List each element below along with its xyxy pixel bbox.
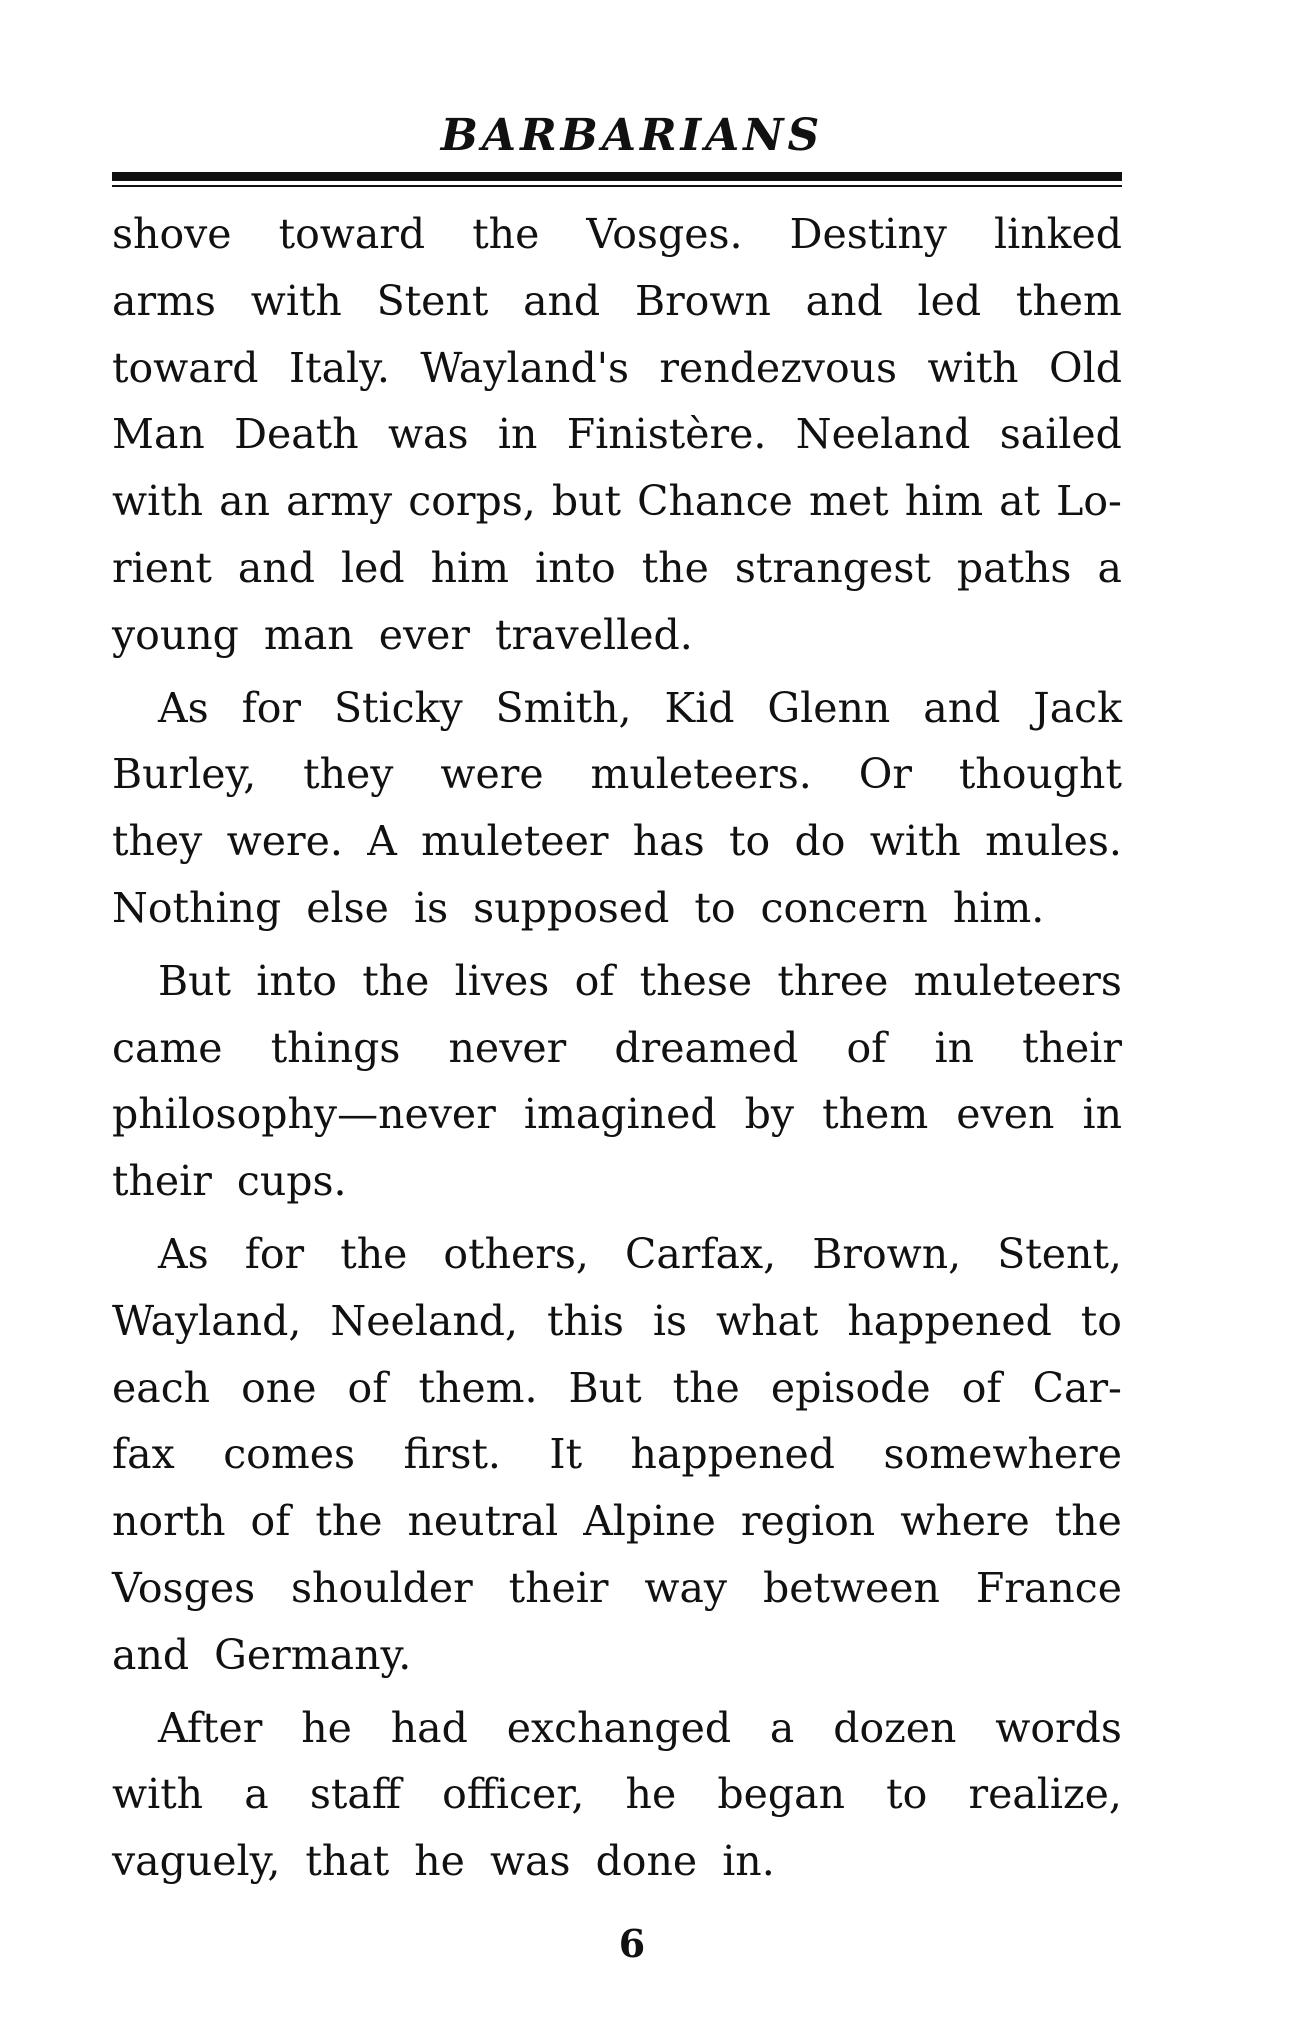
paragraph xyxy=(112,1221,1122,1689)
text-line: arms with Stent and Brown and led them xyxy=(112,276,1122,325)
text-line: Vosges shoulder their way between France xyxy=(112,1563,1122,1612)
text-line: Nothing else is supposed to concern him. xyxy=(112,883,1045,932)
text-line: vaguely, that he was done in. xyxy=(112,1837,775,1886)
text-line: north of the neutral Alpine region where the xyxy=(112,1497,1122,1546)
text-line: Burley, they were muleteers. Or thought xyxy=(112,750,1122,799)
paragraph xyxy=(112,675,1122,942)
running-head: BARBARIANS xyxy=(440,110,824,161)
text-line: and Germany. xyxy=(112,1630,412,1679)
text-line: they were. A muleteer has to do with mules. xyxy=(112,817,1122,866)
text-line: their cups. xyxy=(112,1157,347,1206)
text-line: fax comes first. It happened somewhere xyxy=(112,1430,1122,1479)
text-line: But into the lives of these three muleteers xyxy=(158,956,1122,1005)
text-line: After he had exchanged a dozen words xyxy=(158,1703,1122,1752)
text-line: shove toward the Vosges. Destiny linked xyxy=(112,210,1122,258)
body-text xyxy=(112,201,1122,1895)
book-page xyxy=(112,110,1122,1990)
text-line: each one of them. But the episode of Car- xyxy=(112,1363,1122,1412)
header-rule-thin xyxy=(112,185,1122,187)
text-line: rient and led him into the strangest paths a xyxy=(112,543,1122,592)
text-line: young man ever travelled. xyxy=(112,610,693,659)
text-line: Man Death was in Finistère. Neeland sailed xyxy=(112,410,1122,459)
paragraph xyxy=(112,1695,1122,1895)
text-line: As for the others, Carfax, Brown, Stent, xyxy=(158,1229,1122,1278)
text-line: toward Italy. Wayland's rendezvous with Old xyxy=(112,343,1122,392)
text-line: Wayland, Neeland, this is what happened to xyxy=(112,1296,1122,1345)
text-line: with a staff officer, he began to realize, xyxy=(112,1770,1122,1819)
text-line: came things never dreamed of in their xyxy=(112,1023,1122,1072)
page-number: 6 xyxy=(618,1920,646,1966)
paragraph xyxy=(112,948,1122,1215)
header-rule-thick xyxy=(112,172,1122,181)
text-line: philosophy—never imagined by them even in xyxy=(112,1090,1122,1139)
text-line: As for Sticky Smith, Kid Glenn and Jack xyxy=(158,683,1122,732)
paragraph xyxy=(112,201,1122,669)
text-line: with an army corps, but Chance met him at Lo- xyxy=(112,477,1122,526)
